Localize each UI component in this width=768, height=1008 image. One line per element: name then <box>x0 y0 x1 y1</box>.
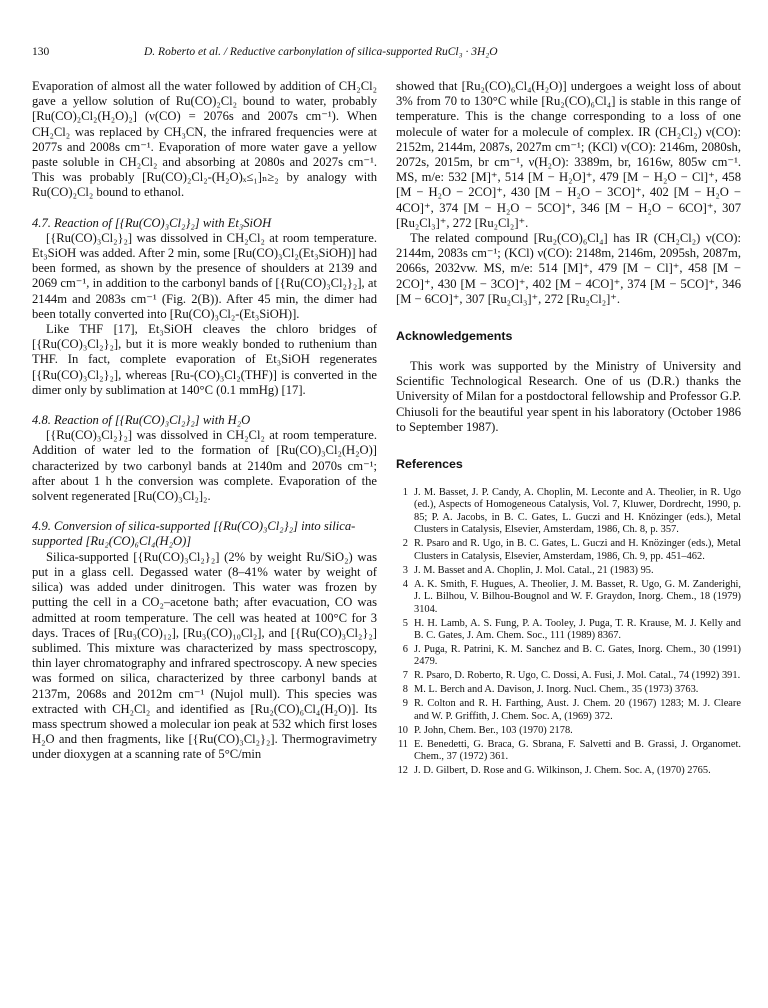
reference-number: 5 <box>402 617 408 629</box>
reference-item <box>396 644 741 669</box>
reference-number: 1 <box>402 487 408 499</box>
section-heading-4-9: 4.9. Conversion of silica-supported [{Ru(CO)₃Cl₂}₂] into silica-supported [Ru₂(CO)₆Cl₄(H₂O)] <box>32 519 356 549</box>
reference-item <box>396 684 741 696</box>
reference-item <box>396 725 741 737</box>
section-heading-4-7: 4.7. Reaction of [{Ru(CO)₃Cl₂}₂] with Et₃SiOH <box>32 215 272 230</box>
reference-number: 4 <box>402 578 408 590</box>
reference-number: 2 <box>402 538 408 550</box>
reference-item <box>396 487 741 537</box>
reference-text: J. D. Gilbert, D. Rose and G. Wilkinson, J. Chem. Soc. A, (1970) 2765. <box>414 765 711 777</box>
reference-number: 10 <box>397 724 408 736</box>
paragraph-4-7-a: [{Ru(CO)₃Cl₂}₂] was dissolved in CH₂Cl₂ at room temperature. Et₃SiOH was added. After 2 min, some [Ru(CO)₃Cl₂(Et₃SiOH)] had been formed, as shown by the presence of shoulders at 2139 and 2069 cm⁻¹, in addition to the carbonyl bands of [{Ru(CO)₃Cl₂}₂], at 2144m and 2083s cm⁻¹ (Fig. 2(B)). After 45 min, the dimer had been totally converted into [Ru(CO)₃Cl₂-(Et₃SiOH)]. <box>32 230 377 321</box>
references-heading: References <box>396 457 463 472</box>
reference-number: 6 <box>402 643 408 655</box>
reference-number: 9 <box>402 698 408 710</box>
reference-text: H. H. Lamb, A. S. Fung, P. A. Tooley, J. Puga, T. R. Krause, M. J. Kelly and B. C. Gates, J. Am. Chem. Soc., 111 (1989) 8367. <box>414 617 741 641</box>
paragraph-4-9: Silica-supported [{Ru(CO)₃Cl₂}₂] (2% by weight Ru/SiO₂) was put in a glass cell. Degassed water (8–41% water by weight of silica) was added under dinitrogen. This water was frozen by putting the cell in a CO₂–acetone bath; after evacuation, CO was admitted at room temperature. The cell was heated at 100°C for 3 days. Traces of [Ru₃(CO)₁₂], [Ru₃(CO)₁₀Cl₂], and [{Ru(CO)₃Cl₂}₂] sublimed. This mixture was characterized by mass spectroscopy, thin layer chromatography and infrared spectroscopy. A new species was formed on silica, characterized by three carbonyl bands at 2137m, 2068s and 2012m cm⁻¹ (Nujol mull). This species was extracted with CH₂Cl₂ and identified as [Ru₂(CO)₆Cl₄(H₂O)]. Its mass spectrum showed a molecular ion peak at 532 which first loses H₂O and then fragments, like [{Ru(CO)₃Cl₂}₂]. Thermogravimetry under dioxygen at a scanning rate of 5°C/min <box>32 549 377 762</box>
reference-number: 11 <box>397 738 408 750</box>
reference-text: R. Psaro, D. Roberto, R. Ugo, C. Dossi, A. Fusi, J. Mol. Catal., 74 (1992) 391. <box>414 670 741 682</box>
paragraph-related-compound: The related compound [Ru₂(CO)₆Cl₄] has IR (CH₂Cl₂) ν(CO): 2144m, 2083s cm⁻¹; (KCl) ν(CO): 2148m, 2146m, 2095sh, 2087m, 2066s, 2032vw. MS, m/e: 514 [M]⁺, 479 [M − Cl]⁺, 458 [M − 2CO]⁺, 430 [M − 3CO]⁺, 402 [M − 4CO]⁺, 374 [M − 5CO]⁺, 346 [M − 6CO]⁺, 307 [Ru₂Cl₃]⁺, 272 [Ru₂Cl₂]⁺. <box>396 231 741 306</box>
reference-item <box>396 618 741 643</box>
reference-item <box>396 538 741 563</box>
reference-item <box>396 765 741 777</box>
reference-text: J. Puga, R. Patrini, K. M. Sanchez and B. C. Gates, Inorg. Chem., 30 (1991) 2479. <box>414 643 741 668</box>
paragraph-4-8: [{Ru(CO)₃Cl₂}₂] was dissolved in CH₂Cl₂ at room temperature. Addition of water led to the formation of [Ru(CO)₃Cl₂(H₂O)] characterized by two carbonyl bands at 2140m and 2070s cm⁻¹; after about 1 h the conversion was complete. Evaporation of the solvent regenerated [Ru(CO)₃Cl₂]₂. <box>32 428 377 504</box>
reference-item <box>396 579 741 616</box>
page-number: 130 <box>32 46 50 58</box>
reference-text: P. John, Chem. Ber., 103 (1970) 2178. <box>414 724 573 736</box>
reference-text: E. Benedetti, G. Braca, G. Sbrana, F. Salvetti and B. Grassi, J. Organomet. Chem., 37 (1972) 361. <box>414 738 741 763</box>
paragraph-water-evaporation: Evaporation of almost all the water followed by addition of CH₂Cl₂ gave a yellow solution of Ru(CO)₂Cl₂ bound to water, probably [Ru(CO)₂Cl₂(H₂O)₂] (ν(CO) = 2076s and 2007s cm⁻¹). When CH₂Cl₂ was replaced by CH₃CN, the infrared frequencies were at 2077s and 2008s cm⁻¹. Evaporation of more water gave a yellow paste soluble in CH₂Cl₂ and absorbing at 2080s and 2027s cm⁻¹. This was probably [Ru(CO)₂Cl₂-(H₂O)ₓ≤₁]ₙ≥₂ by analogy with Ru(CO)₂Cl₂ bound to ethanol. <box>32 79 377 200</box>
reference-text: R. Colton and R. H. Farthing, Aust. J. Chem. 20 (1967) 1283; M. J. Cleare and W. P. Griffith, J. Chem. Soc. A, (1969) 372. <box>414 698 741 722</box>
reference-item <box>396 698 741 723</box>
acknowledgements-text: This work was supported by the Ministry of University and Scientific Technological Research. One of us (D.R.) thanks the University of Milan for a postdoctoral fellowship and Professor G.P. Chiusoli for the beautiful year spent in his laboratory (October 1986 to September 1987). <box>396 359 741 434</box>
reference-item <box>396 565 741 577</box>
reference-number: 8 <box>402 684 408 696</box>
section-heading-4-8: 4.8. Reaction of [{Ru(CO)₃Cl₂}₂] with H₂O <box>32 413 251 428</box>
left-column <box>32 79 377 763</box>
reference-text: A. K. Smith, F. Hugues, A. Theolier, J. M. Basset, R. Ugo, G. M. Zanderighi, J. L. Bilhou, V. Bilhou-Bougnol and W. F. Graydon, Inorg. Chem., 18 (1979) 3104. <box>414 578 741 615</box>
acknowledgements-heading: Acknowledgements <box>396 329 513 344</box>
paragraph-thermogravimetry: showed that [Ru₂(CO)₆Cl₄(H₂O)] undergoes a weight loss of about 3% from 70 to 130°C while [Ru₂(CO)₆Cl₄] is stable in this range of temperature. This is the change corresponding to a loss of one molecule of water for a molecule of complex. IR (CH₂Cl₂) ν(CO): 2152m, 2144m, 2087s, 2027m cm⁻¹; (KCl) ν(CO): 2146m, 2080sh, 2072s, 2015m, br cm⁻¹, ν(H₂O): 3389m, br, 1616w, 805w cm⁻¹. MS, m/e: 532 [M]⁺, 514 [M − H₂O]⁺, 479 [M − H₂O − Cl]⁺, 458 [M − H₂O − 2CO]⁺, 430 [M − H₂O − 3CO]⁺, 402 [M − H₂O − 4CO]⁺, 374 [M − H₂O − 5CO]⁺, 346 [M − H₂O − 6CO]⁺, 307 [Ru₂Cl₃]⁺, 272 [Ru₂Cl₂]⁺. <box>396 79 741 230</box>
right-column <box>396 79 741 779</box>
reference-number: 12 <box>397 765 408 777</box>
reference-item <box>396 739 741 764</box>
reference-list <box>396 487 741 777</box>
reference-text: R. Psaro and R. Ugo, in B. C. Gates, L. Guczi and H. Knözinger (eds.), Metal Clusters in Catalysis, Elsevier, Amsterdam, 1986, Ch. 9, pp. 451–462. <box>414 538 741 562</box>
running-title: D. Roberto et al. / Reductive carbonylation of silica-supported RuCl₃ · 3H₂O <box>144 46 498 58</box>
reference-text: J. M. Basset, J. P. Candy, A. Choplin, M. Leconte and A. Theolier, in R. Ugo (ed.), Aspects of Homogeneous Catalysis, Vol. 7, Kluwer, Dordrecht, 1990, p. 85; P. A. Jacobs, in B. C. Gates, L. Guczi and H. Knözinger (eds.), Metal Clusters in Catalysis, Elsevier, Amsterdam, 1986, Ch. 8, p. 357. <box>414 487 741 536</box>
reference-text: M. L. Berch and A. Davison, J. Inorg. Nucl. Chem., 35 (1973) 3763. <box>414 684 699 696</box>
paragraph-4-7-b: Like THF [17], Et₃SiOH cleaves the chloro bridges of [{Ru(CO)₃Cl₂}₂], but it is more weakly bonded to ruthenium than THF. In fact, complete evaporation of Et₃SiOH regenerates [{Ru(CO)₃Cl₂}₂], whereas [Ru-(CO)₃Cl₂(THF)] is converted in the dimer only by sublimation at 140°C (0.1 mmHg) [17]. <box>32 322 377 397</box>
reference-number: 3 <box>402 564 408 576</box>
reference-number: 7 <box>402 670 408 682</box>
reference-text: J. M. Basset and A. Choplin, J. Mol. Catal., 21 (1983) 95. <box>414 564 654 576</box>
reference-item <box>396 670 741 682</box>
